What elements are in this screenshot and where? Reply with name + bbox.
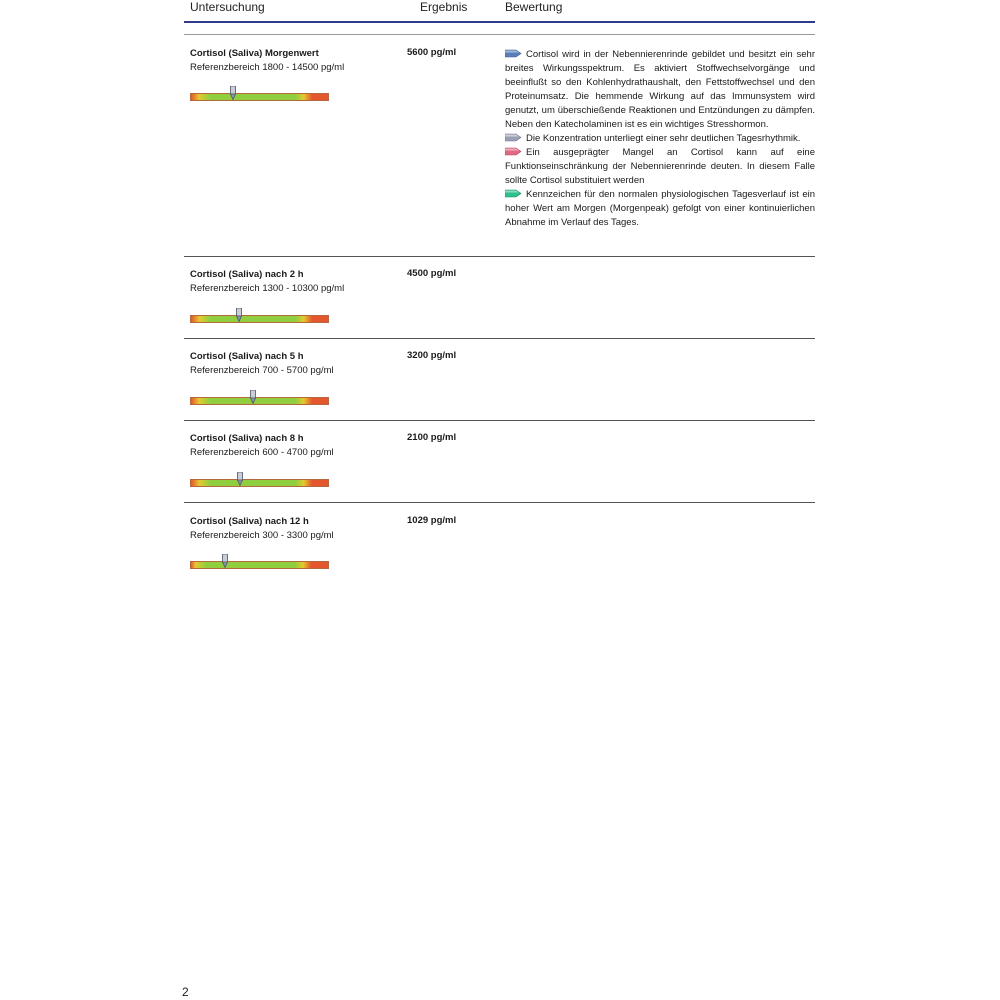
comment-paragraph [505,188,815,230]
grey-arrow-icon [505,133,522,142]
column-header-result: Ergebnis [420,0,468,14]
test-block [190,515,334,543]
range-bar-gradient [190,93,329,101]
range-bar-gradient [190,561,329,569]
red-arrow-icon [505,147,522,156]
result-value: 2100 pg/ml [407,432,457,443]
result-value: 4500 pg/ml [407,268,457,279]
comment-paragraph [505,48,815,132]
test-block [190,432,334,460]
value-marker-icon [221,554,229,568]
row-separator [184,420,815,421]
test-block [190,268,344,296]
value-marker-icon [235,308,243,322]
result-value: 1029 pg/ml [407,515,457,526]
row-separator [184,502,815,503]
reference-range: Referenzbereich 1300 - 10300 pg/ml [190,283,345,294]
range-bar [190,93,329,101]
header-rule-grey [184,34,815,35]
comment-text-daily-profile: Kennzeichen für den normalen physiologischen Tagesverlauf ist ein hoher Wert am Morgen (Morgenpeak) gefolgt von einer kontinuierlichen Abnahme im Verlauf des Tages. [505,189,815,228]
range-bar-gradient [190,397,329,405]
reference-range: Referenzbereich 1800 - 14500 pg/ml [190,62,345,73]
range-bar [190,397,329,405]
row-separator [184,338,815,339]
rating-comment [505,48,815,230]
range-bar [190,561,329,569]
range-bar [190,315,329,323]
green-arrow-icon [505,189,522,198]
test-block [190,350,334,378]
value-marker-icon [236,472,244,486]
test-name: Cortisol (Saliva) nach 2 h [190,269,304,280]
result-value: 5600 pg/ml [407,47,457,58]
value-marker-icon [249,390,257,404]
reference-range: Referenzbereich 700 - 5700 pg/ml [190,365,334,376]
range-bar-gradient [190,479,329,487]
range-bar [190,479,329,487]
comment-text-general: Cortisol wird in der Nebennierenrinde gebildet und besitzt ein sehr breites Wirkungsspektrum. Es aktiviert Stoffwechselvorgänge und beeinflußt so den Kohlenhydrathaushalt, den Fettstoffwechsel und den Proteinumsatz. Die hemmende Wirkung auf das Immunsystem wird genutzt, um überschießende Reaktionen und Entzündungen zu dämpfen. Neben den Katecholaminen ist es ein wichtiges Stresshormon. [505,49,815,130]
test-name: Cortisol (Saliva) nach 5 h [190,351,304,362]
comment-paragraph [505,132,815,146]
page-number: 2 [182,985,189,999]
test-name: Cortisol (Saliva) Morgenwert [190,48,319,59]
reference-range: Referenzbereich 600 - 4700 pg/ml [190,447,334,458]
reference-range: Referenzbereich 300 - 3300 pg/ml [190,530,334,541]
blue-arrow-icon [505,49,522,58]
header-rule-blue [184,21,815,23]
test-name: Cortisol (Saliva) nach 8 h [190,433,304,444]
comment-paragraph [505,146,815,188]
column-header-test: Untersuchung [190,0,265,14]
range-bar-gradient [190,315,329,323]
column-header-rating: Bewertung [505,0,563,14]
comment-text-rhythm: Die Konzentration unterliegt einer sehr deutlichen Tagesrhythmik. [526,133,801,144]
result-value: 3200 pg/ml [407,350,457,361]
value-marker-icon [229,86,237,100]
row-separator [184,256,815,257]
test-name: Cortisol (Saliva) nach 12 h [190,516,309,527]
comment-text-deficiency: Ein ausgeprägter Mangel an Cortisol kann auf eine Funktionseinschränkung der Nebennierenrinde deuten. In diesem Falle sollte Cortisol substituiert werden [505,147,815,186]
test-block [190,47,344,75]
